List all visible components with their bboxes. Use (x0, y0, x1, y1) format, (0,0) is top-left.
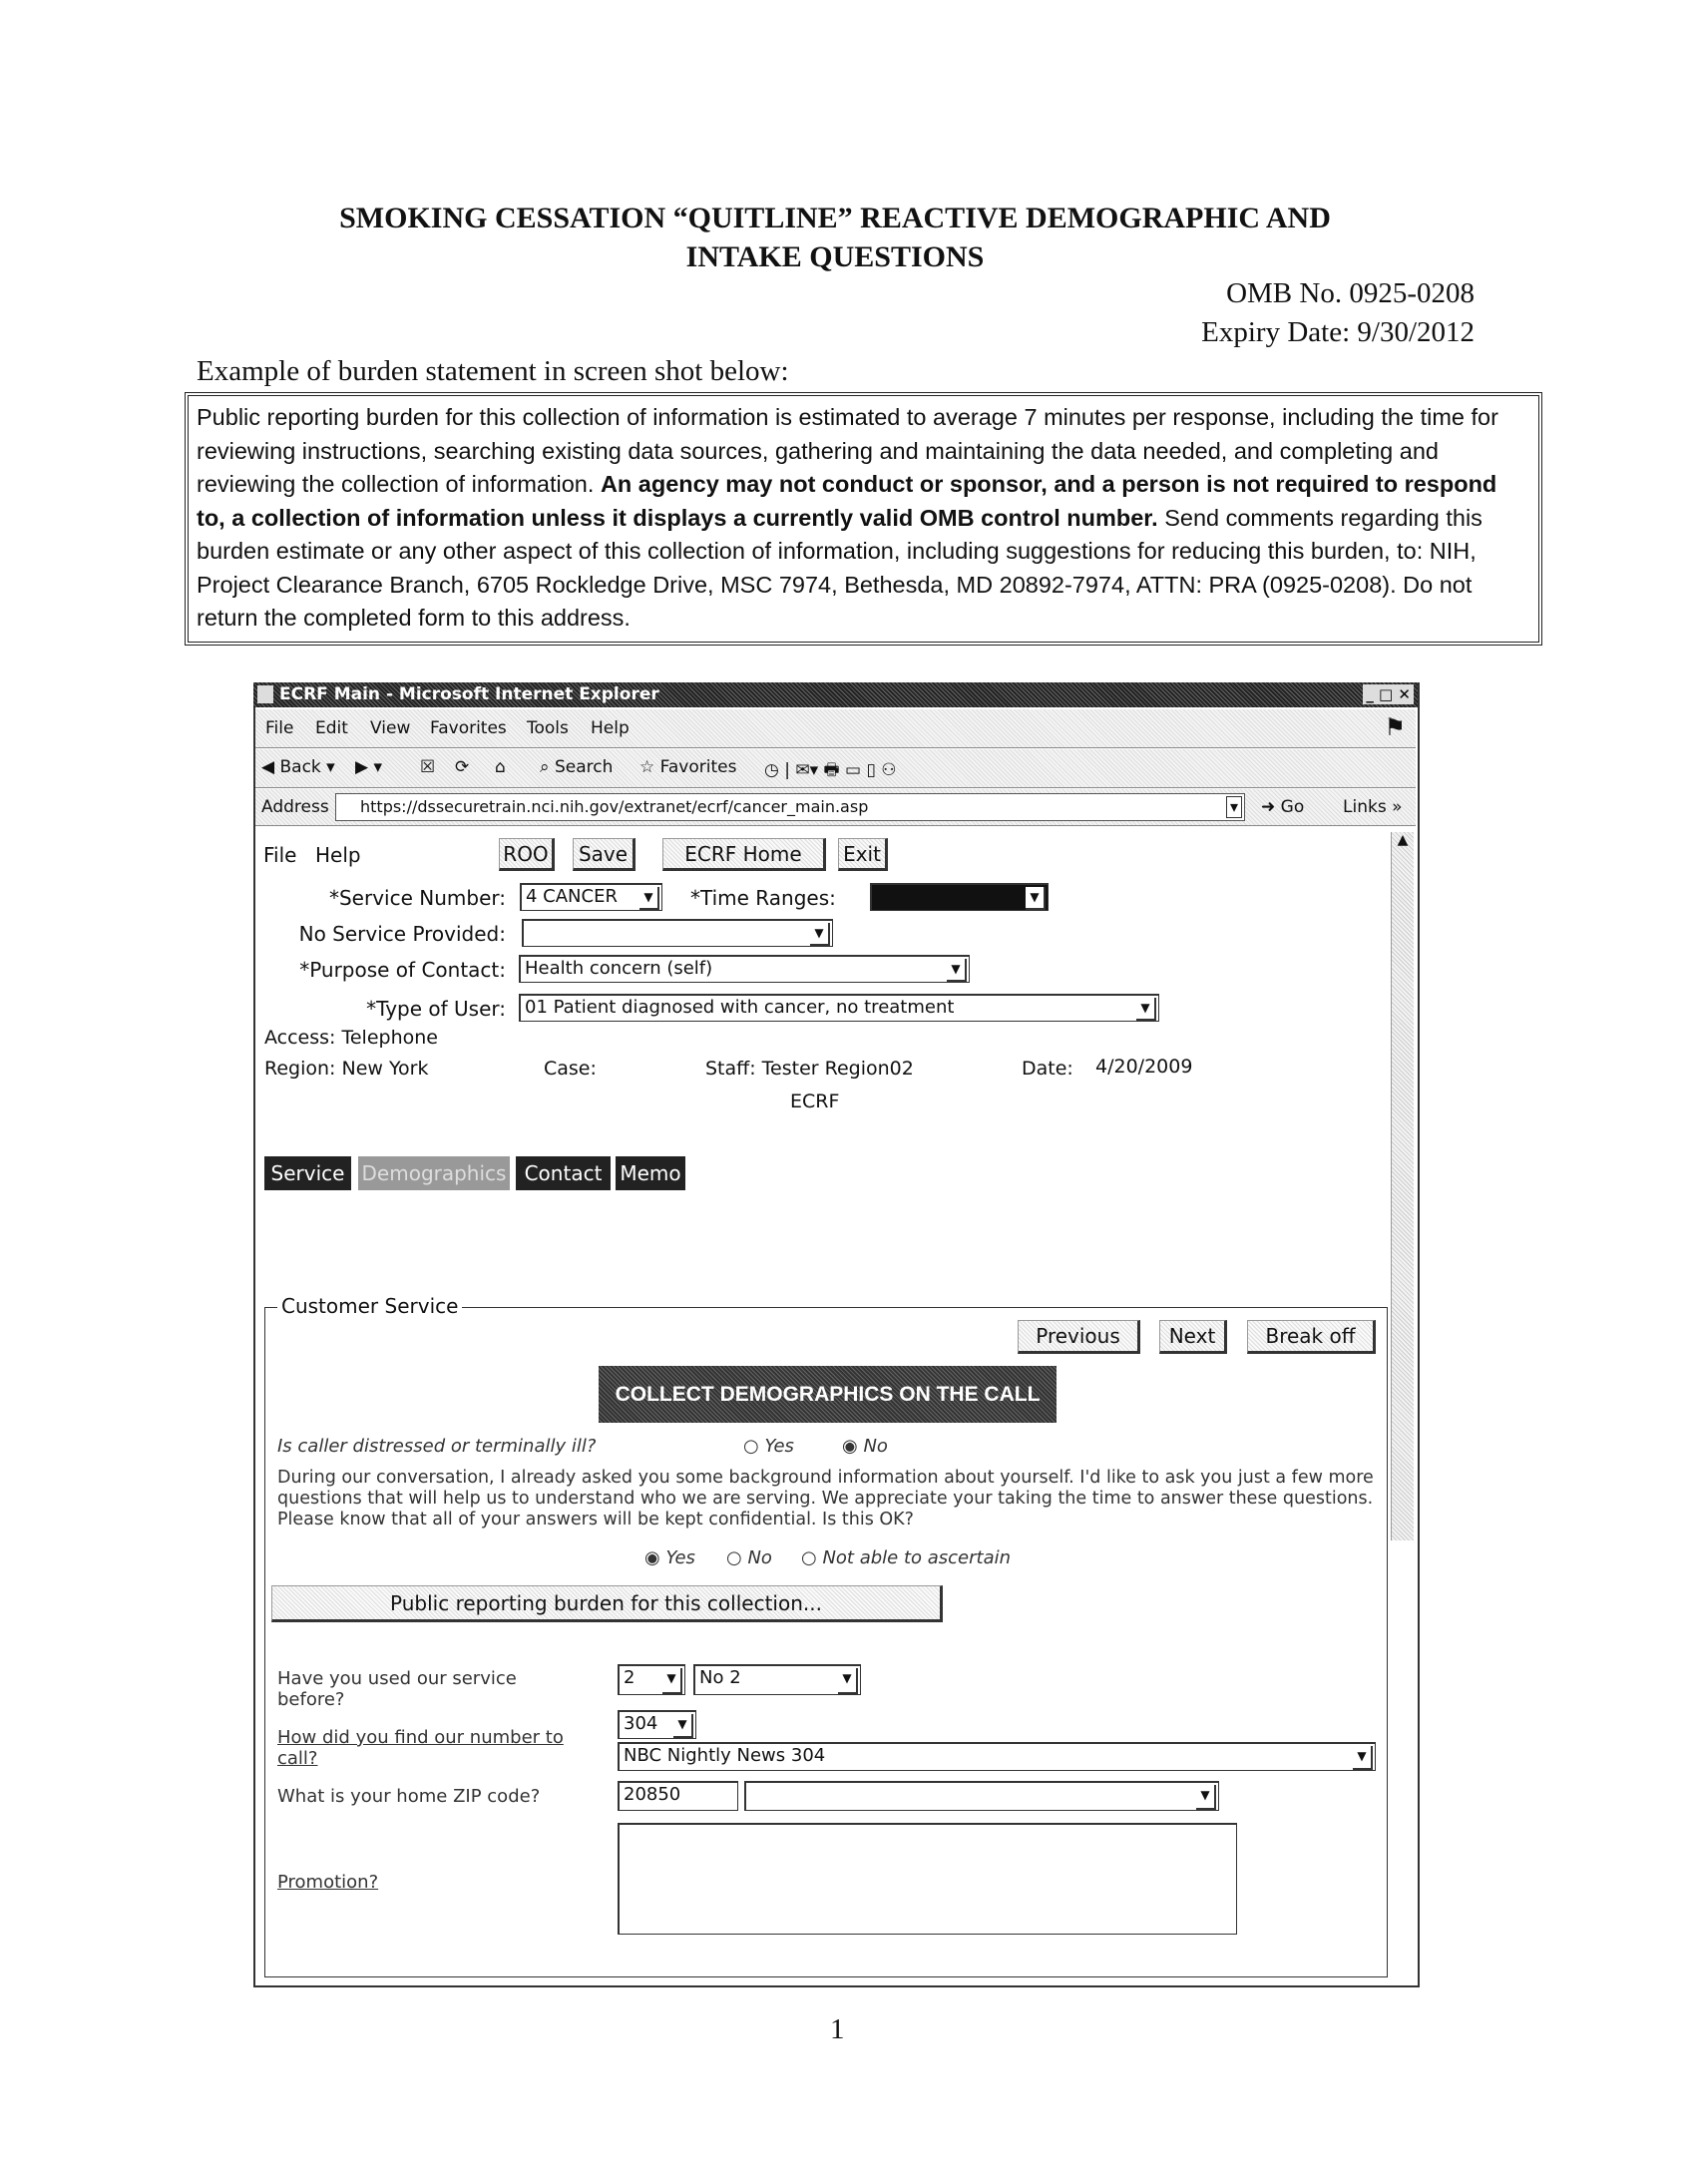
tab-contact[interactable]: Contact (516, 1156, 611, 1190)
purpose-select[interactable]: Health concern (self) ▼ (519, 955, 970, 983)
case-text: Case: (544, 1058, 597, 1080)
fieldset-legend: Customer Service (277, 1294, 462, 1318)
menu-help[interactable]: Help (591, 718, 630, 738)
menu-favorites[interactable]: Favorites (430, 718, 507, 738)
menu-edit[interactable]: Edit (315, 718, 348, 738)
stop-icon[interactable]: ☒ (420, 757, 436, 777)
promotion-link[interactable]: Promotion? (277, 1872, 379, 1893)
type-user-select[interactable]: 01 Patient diagnosed with cancer, no treatment ▼ (519, 994, 1159, 1022)
url-input[interactable]: https://dssecuretrain.nci.nih.gov/extranet/ecrf/cancer_main.asp ▾ (335, 793, 1245, 821)
go-button[interactable]: ➜ Go (1261, 797, 1305, 817)
address-bar (255, 789, 1416, 826)
next-button[interactable]: Next (1159, 1320, 1227, 1354)
app-menu-help[interactable]: Help (315, 843, 361, 867)
zip-input[interactable]: 20850 (618, 1781, 738, 1811)
roo-button[interactable]: ROO (499, 838, 555, 871)
service-number-label: *Service Number: (328, 886, 506, 910)
date-label: Date: (1022, 1058, 1073, 1080)
page-number: 1 (830, 2013, 845, 2045)
save-button[interactable]: Save (573, 838, 635, 871)
toolbar (255, 749, 1416, 788)
menu-file[interactable]: File (265, 718, 294, 738)
collect-demographics-banner: COLLECT DEMOGRAPHICS ON THE CALL (599, 1366, 1057, 1423)
find-code-select[interactable]: 304 ▼ (618, 1710, 696, 1739)
dropdown-arrow-icon: ▼ (947, 959, 967, 982)
used-value-select[interactable]: No 2 ▼ (693, 1664, 861, 1695)
purpose-label: *Purpose of Contact: (299, 958, 506, 982)
ie-icon (257, 685, 273, 703)
burden-text-2: Send comments regarding this burden estimate or any other aspect of this collection of information, including suggestions for reducing this burden, to: NIH, Project Clearance Branch, 6705 Rockledge Drive, MSC 7974, Bethesda, MD 20892-7974, ATTN: PRA (0925-0208). Do not return the completed form to this address. (197, 504, 1482, 631)
home-icon[interactable]: ⌂ (495, 757, 506, 777)
burden-statement-box (185, 392, 1542, 646)
ecrf-label: ECRF (790, 1091, 840, 1112)
exit-button[interactable]: Exit (838, 838, 888, 871)
service-number-select[interactable]: 4 CANCER ▼ (520, 883, 662, 911)
history-icon[interactable]: ◷ | ✉▾ 🖶 ▭ ▯ ⚇ (764, 760, 897, 780)
menu-view[interactable]: View (370, 718, 411, 738)
break-off-button[interactable]: Break off (1247, 1320, 1376, 1354)
window-controls[interactable]: _ □ ✕ (1363, 684, 1414, 704)
previous-button[interactable]: Previous (1018, 1320, 1140, 1354)
used-code-select[interactable]: 2 ▼ (618, 1664, 685, 1695)
zip-select[interactable]: ▼ (744, 1781, 1219, 1811)
ecrf-home-button[interactable]: ECRF Home (662, 838, 826, 871)
time-ranges-label: *Time Ranges: (690, 886, 836, 910)
menu-tools[interactable]: Tools (527, 718, 569, 738)
used-service-question: Have you used our service before? (277, 1668, 517, 1710)
distressed-yes-radio[interactable]: ○ Yes (743, 1436, 794, 1457)
doc-title-line2: INTAKE QUESTIONS (685, 240, 985, 273)
dropdown-arrow-icon: ▼ (639, 887, 659, 910)
forward-button[interactable]: ▶ ▾ (355, 757, 383, 777)
access-text: Access: Telephone (264, 1027, 438, 1049)
distressed-no-radio[interactable]: ◉ No (842, 1436, 888, 1457)
example-caption: Example of burden statement in screen shot below: (197, 355, 789, 387)
distressed-question: Is caller distressed or terminally ill? (277, 1436, 597, 1457)
public-burden-button[interactable]: Public reporting burden for this collection... (271, 1585, 943, 1622)
browser-title-bar (253, 682, 1418, 707)
dropdown-arrow-icon: ▼ (810, 923, 830, 946)
ok-no-radio[interactable]: ○ No (726, 1547, 772, 1568)
expiry-date: Expiry Date: 9/30/2012 (1201, 316, 1475, 348)
intro-paragraph: During our conversation, I already asked you some background information about yourself. I'd like to ask you just a few more questions that will help us to understand who we are serving. We appreciate your taking the time to answer these questions. Please know that all of your answers will be kept confidential. Is this OK? (277, 1468, 1374, 1529)
tab-memo[interactable]: Memo (616, 1156, 685, 1190)
url-dropdown-icon: ▾ (1226, 796, 1242, 818)
time-ranges-select[interactable] (870, 883, 1049, 911)
omb-number: OMB No. 0925-0208 (1226, 277, 1475, 309)
dropdown-arrow-icon: ▼ (1136, 998, 1156, 1021)
back-button[interactable]: ◀ Back ▾ (261, 757, 335, 777)
dropdown-arrow-icon: ▼ (1026, 887, 1046, 910)
tab-service[interactable]: Service (264, 1156, 351, 1190)
scroll-up-icon: ▲ (1397, 832, 1409, 848)
scrollbar[interactable] (1391, 832, 1414, 1540)
app-menu-file[interactable]: File (263, 843, 297, 867)
staff-text: Staff: Tester Region02 (705, 1058, 914, 1080)
find-value-select[interactable]: NBC Nightly News 304 ▼ (618, 1742, 1376, 1771)
tab-demographics[interactable]: Demographics (358, 1156, 510, 1190)
refresh-icon[interactable]: ⟳ (455, 757, 470, 777)
menu-bar (255, 709, 1416, 748)
burden-text: Public reporting burden for this collection of information is estimated to average 7 minutes per response, including the time for reviewing instructions, searching existing data sources, gathering and maintaining the data needed, and completing and reviewing the collection of information. (197, 404, 1498, 497)
region-text: Region: New York (264, 1058, 429, 1080)
window-title: ECRF Main - Microsoft Internet Explorer (279, 684, 659, 704)
search-button[interactable]: ⌕ Search (540, 757, 614, 777)
zip-question: What is your home ZIP code? (277, 1786, 541, 1807)
burden-bold-text: An agency may not conduct or sponsor, and a person is not required to respond to, a collection of information unless it displays a currently valid OMB control number. (197, 471, 1497, 531)
ok-yes-radio[interactable]: ◉ Yes (644, 1547, 695, 1568)
favorites-button[interactable]: ☆ Favorites (639, 757, 737, 777)
promotion-textarea[interactable] (618, 1823, 1237, 1935)
no-service-label: No Service Provided: (298, 922, 506, 946)
date-value: 4/20/2009 (1095, 1056, 1193, 1078)
no-service-select[interactable] (522, 919, 833, 947)
ok-not-able-radio[interactable]: ○ Not able to ascertain (801, 1547, 1012, 1568)
type-user-label: *Type of User: (366, 997, 506, 1021)
windows-logo-icon: ⚑ (1384, 713, 1406, 741)
links-button[interactable]: Links » (1343, 797, 1403, 817)
doc-title-line1: SMOKING CESSATION “QUITLINE” REACTIVE DEMOGRAPHIC AND (339, 202, 1331, 234)
address-label: Address (261, 797, 329, 817)
find-number-link[interactable]: How did you find our number to call? (277, 1727, 564, 1769)
